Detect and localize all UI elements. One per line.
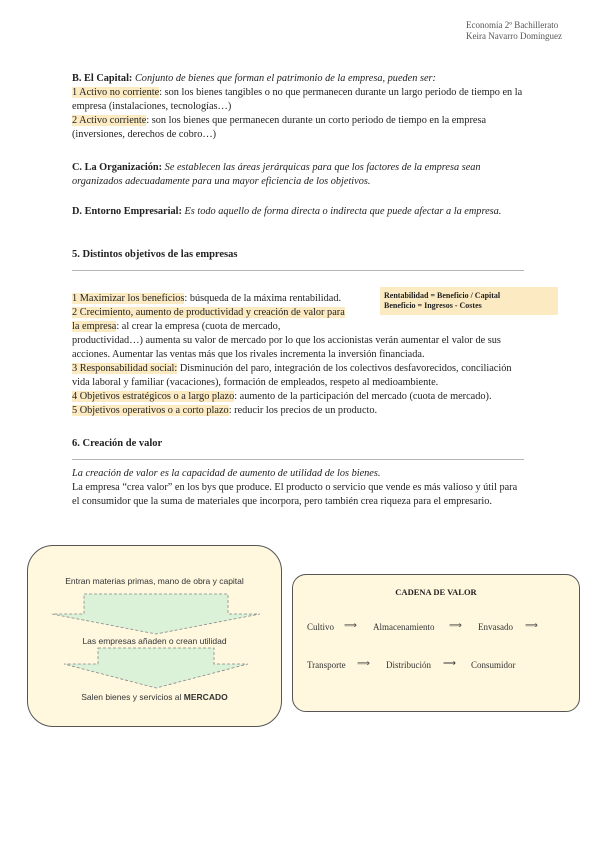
- entorno-title: D. Entorno Empresarial:: [72, 206, 182, 217]
- section6-title: 6. Creación de valor: [72, 438, 163, 449]
- objectives-rest: [72, 334, 527, 418]
- chain-consumidor: Consumidor: [471, 660, 516, 670]
- value-creation-diagram: [27, 545, 282, 727]
- page-header: [466, 20, 562, 42]
- diagram-step-utility: Las empresas añaden o crean utilidad: [82, 636, 227, 646]
- section5-title: 5. Distintos objetivos de las empresas: [72, 249, 238, 260]
- header-author: Keira Navarro Domínguez: [466, 31, 562, 41]
- organizacion-title: C. La Organización:: [72, 162, 163, 173]
- arrow-icon: ⟶: [443, 658, 456, 668]
- diagram-step-inputs: Entran materias primas, mano de obra y capital: [65, 576, 244, 586]
- arrow-icon: ⟹: [344, 620, 357, 630]
- header-course: Economía 2º Bachillerato: [466, 20, 559, 30]
- valor-text: La empresa “crea valor” en los bys que produce. El producto o servicio que vende es más valioso y útil para el consumidor que la suma de materiales que incorpora, pero también crea riqueza para el empresario.: [72, 482, 518, 507]
- section6-body: [72, 467, 527, 509]
- diagram-step-outputs-text: Salen bienes y servicios al: [81, 692, 184, 702]
- objectives-top: [72, 292, 372, 334]
- chain-transporte: Transporte: [307, 660, 346, 670]
- objective2-label-a: 2 Crecimiento, aumento de productividad y creación de valor para: [72, 307, 345, 318]
- objective5-text: : reducir los precios de un producto.: [228, 405, 378, 416]
- valor-definition: La creación de valor es la capacidad de aumento de utilidad de los bienes.: [72, 468, 381, 479]
- chain-almacenamiento: Almacenamiento: [373, 622, 435, 632]
- entorno-section: [72, 205, 527, 219]
- objective4-text: : aumento de la participación del mercado (cuota de mercado).: [234, 391, 492, 402]
- objective4-label: 4 Objetivos estratégicos o a largo plazo: [72, 391, 235, 402]
- objective1-label: 1 Maximizar los beneficios: [72, 293, 185, 304]
- arrow-icon: ⟹: [357, 658, 370, 668]
- capital-item2-label: 2 Activo corriente: [72, 115, 147, 126]
- output-arrow: [64, 648, 248, 688]
- diagram-step-outputs: [28, 692, 281, 702]
- input-arrow: [52, 594, 260, 634]
- section5-divider: [72, 270, 524, 271]
- section6-divider: [72, 459, 524, 460]
- entorno-text: Es todo aquello de forma directa o indirecta que puede afectar a la empresa.: [184, 206, 502, 217]
- objective5-label: 5 Objetivos operativos o a corto plazo: [72, 405, 229, 416]
- value-chain-title: CADENA DE VALOR: [395, 587, 477, 597]
- chain-distribucion: Distribución: [386, 660, 431, 670]
- organizacion-section: [72, 161, 527, 189]
- arrow-icon: ⟹: [525, 620, 538, 630]
- beneficio-formula: Beneficio = Ingresos - Costes: [384, 301, 482, 310]
- objective2-text-a: : al crear la empresa (cuota de mercado,: [116, 321, 281, 332]
- mercado-label: MERCADO: [183, 692, 228, 702]
- rentabilidad-formula: Rentabilidad = Beneficio / Capital: [384, 291, 501, 300]
- objective2-text-b: productividad…) aumenta su valor de mercado por lo que los accionistas verán aumentar el valor de sus acciones. Aumentar las ventas más que los rivales incrementa la inversión financiada.: [72, 335, 501, 360]
- capital-title: B. El Capital:: [72, 73, 133, 84]
- chain-envasado: Envasado: [478, 622, 513, 632]
- objective3-text: Disminución del paro, integración de los colectivos desfavorecidos, conciliación vida laboral y familiar (vacaciones), formación de empleados, respeto al medioambiente.: [72, 363, 512, 388]
- capital-section: [72, 72, 527, 142]
- arrow-icon: ⟹: [449, 620, 462, 630]
- objective3-label: 3 Responsabilidad social:: [72, 363, 178, 374]
- capital-item1-text: : son los bienes tangibles o no que permanecen durante un largo periodo de tiempo en la empresa (instalaciones, tecnologías…): [72, 87, 523, 112]
- chain-cultivo: Cultivo: [307, 622, 335, 632]
- capital-intro: Conjunto de bienes que forman el patrimonio de la empresa, pueden ser:: [134, 73, 436, 84]
- objective1-text: : búsqueda de la máxima rentabilidad.: [184, 293, 342, 304]
- capital-item1-label: 1 Activo no corriente: [72, 87, 160, 98]
- objective2-label-b: la empresa: [72, 321, 117, 332]
- organizacion-text: Se establecen las áreas jerárquicas para que los factores de la empresa sean organizados adecuadamente para una mayor eficiencia de los objetivos.: [72, 162, 481, 187]
- rentabilidad-box: [380, 287, 558, 315]
- value-chain-diagram: [292, 574, 580, 712]
- capital-item2-text: : son los bienes que permanecen durante un corto periodo de tiempo en la empresa (inversiones, derechos de cobro…): [72, 115, 487, 140]
